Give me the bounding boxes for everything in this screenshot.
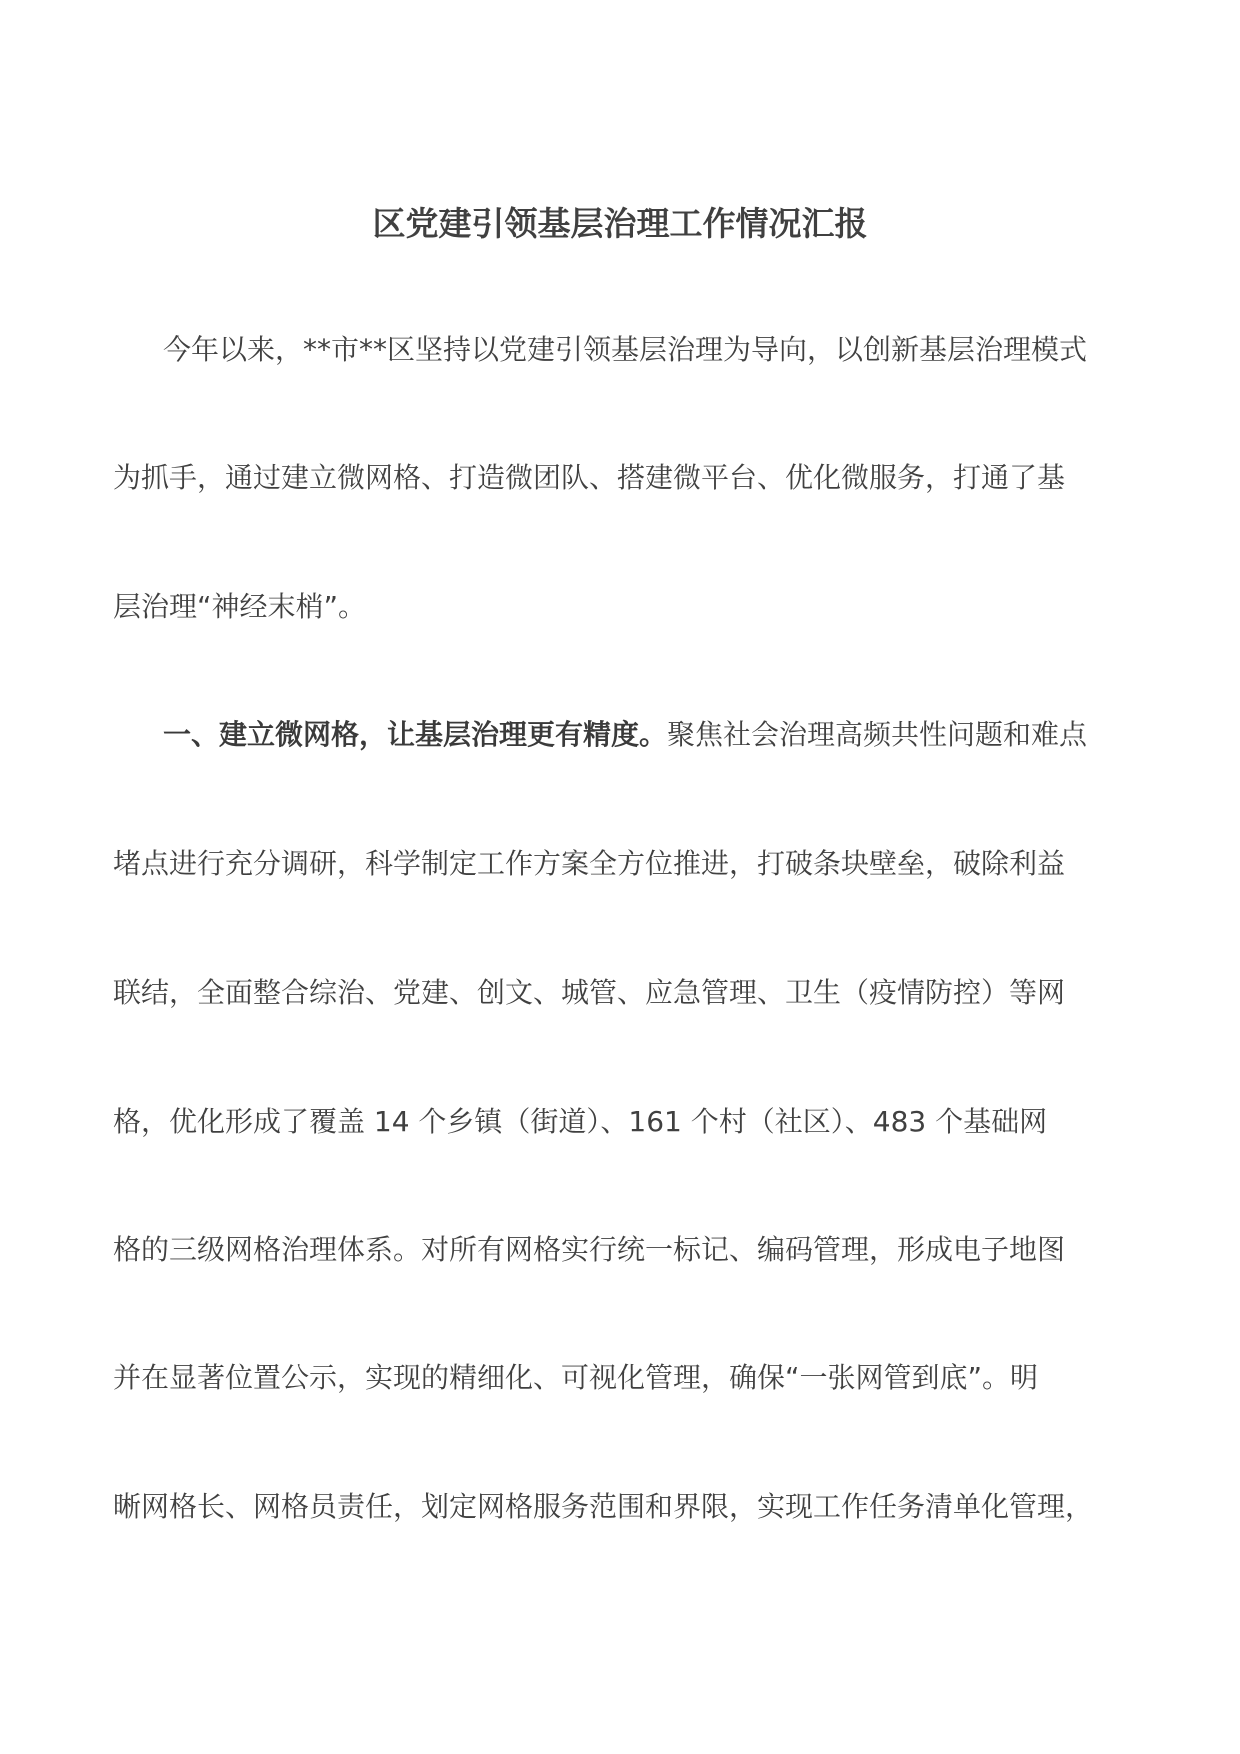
section-heading: 一、建立微网格，让基层治理更有精度。 (163, 718, 668, 751)
paragraph-line: 层治理“神经末梢”。 (113, 590, 367, 623)
paragraph-line: 联结，全面整合综治、党建、创文、城管、应急管理、卫生（疫情防控）等网 (113, 976, 1066, 1009)
paragraph-line: 晰网格长、网格员责任，划定网格服务范围和界限，实现工作任务清单化管理， (113, 1490, 1094, 1523)
paragraph-line: 今年以来，**市**区坚持以党建引领基层治理为导向，以创新基层治理模式 (163, 333, 1088, 366)
paragraph-line: 并在显著位置公示，实现的精细化、可视化管理，确保“一张网管到底”。明 (113, 1361, 1039, 1394)
paragraph-line: 格，优化形成了覆盖 14 个乡镇（街道）、161 个村（社区）、483 个基础网 (113, 1105, 1048, 1138)
paragraph-line: 格的三级网格治理体系。对所有网格实行统一标记、编码管理，形成电子地图 (113, 1233, 1066, 1266)
document-title: 区党建引领基层治理工作情况汇报 (372, 204, 868, 243)
paragraph-line: 为抓手，通过建立微网格、打造微团队、搭建微平台、优化微服务，打通了基 (113, 461, 1066, 494)
paragraph-line: 堵点进行充分调研，科学制定工作方案全方位推进，打破条块壁垒，破除利益 (113, 847, 1066, 880)
section-heading-line (163, 715, 1087, 755)
section-heading-continuation: 聚焦社会治理高频共性问题和难点 (667, 718, 1088, 751)
